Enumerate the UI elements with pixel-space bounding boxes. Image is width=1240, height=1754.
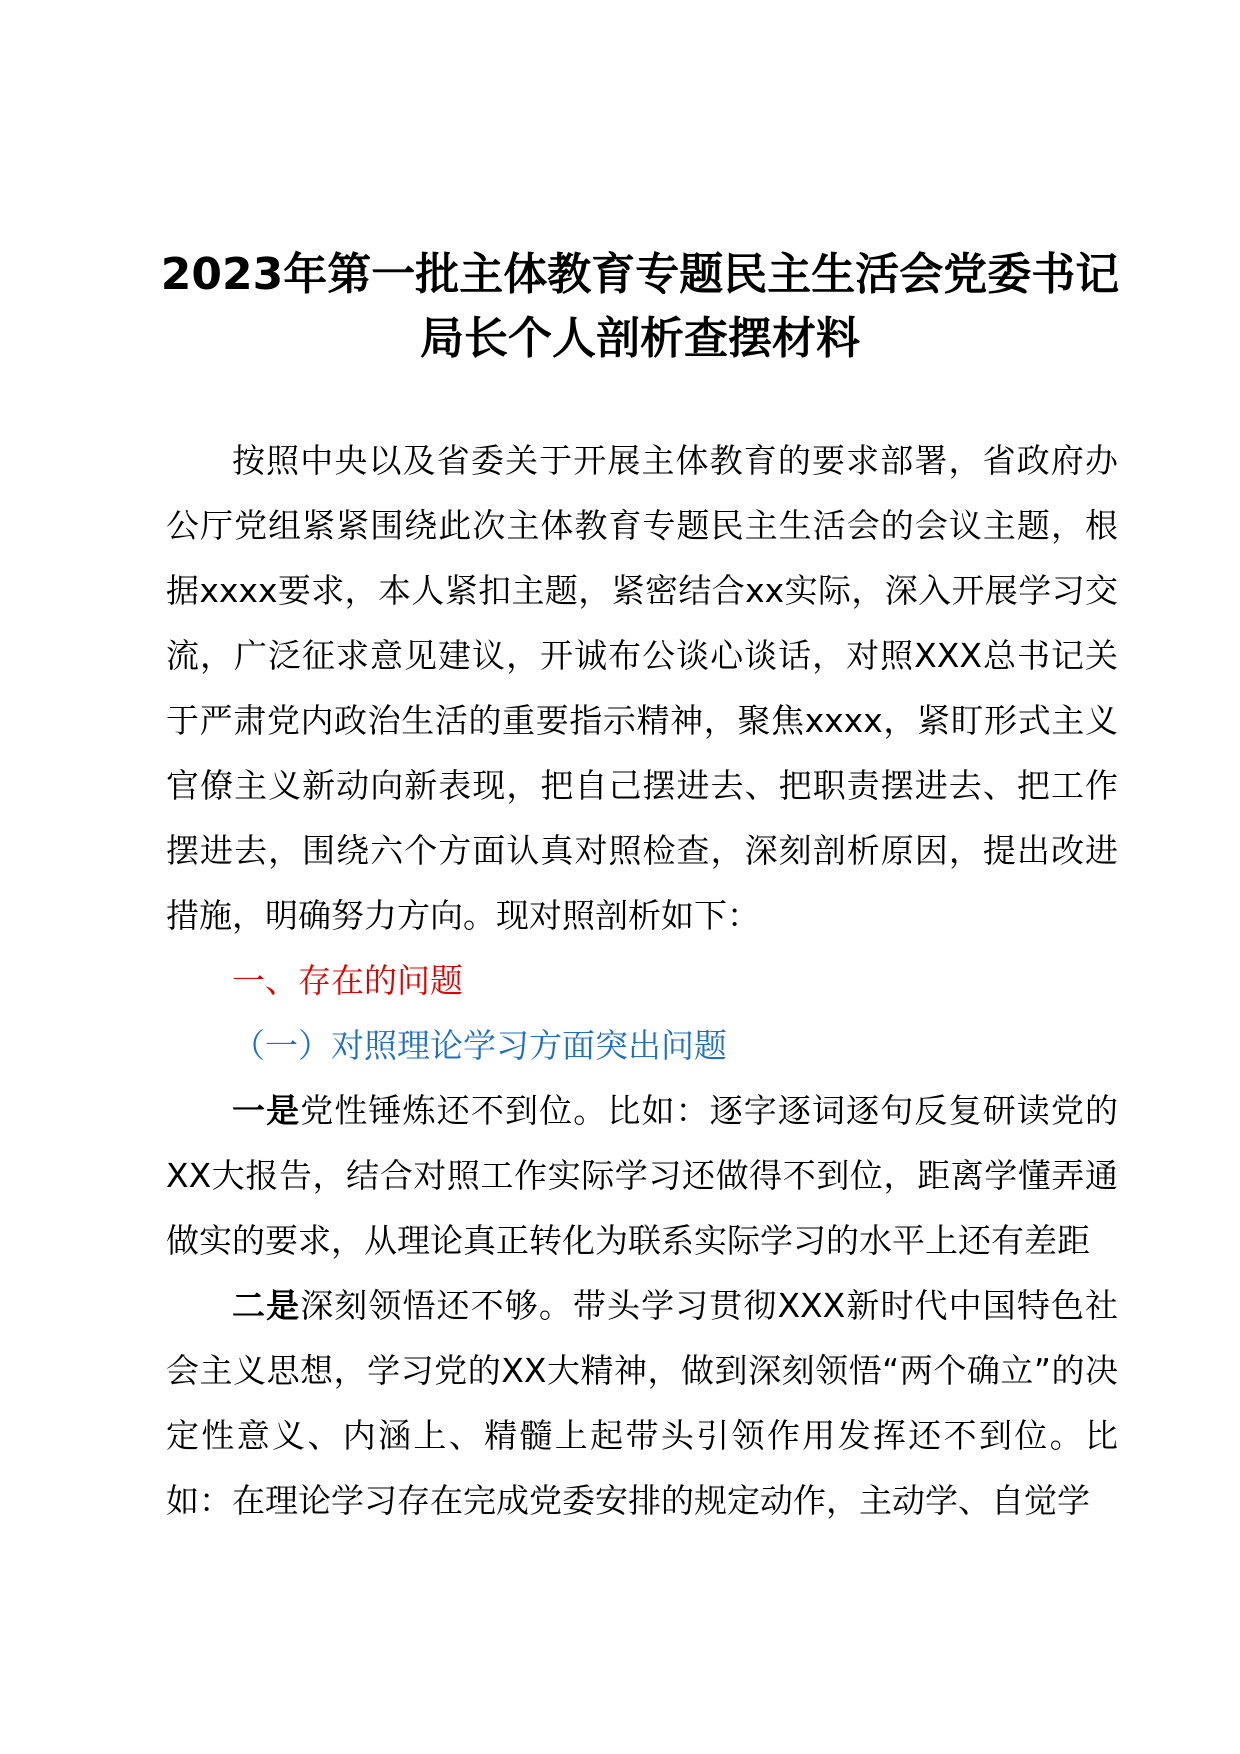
point-2-lead: 二是 xyxy=(232,1286,301,1325)
point-2-text: 深刻领悟还不够。带头学习贯彻XXX新时代中国特色社会主义思想，学习党的XX大精神，做到深刻领悟“两个确立”的决定性意义、内涵上、精髓上起带头引领作用发挥还不到位。比如：在理论学习存在完成党委安排的规定动作，主动学、自觉学 xyxy=(166,1286,1118,1520)
subsection-heading: （一）对照理论学习方面突出问题 xyxy=(232,1026,727,1065)
point-1-lead: 一是 xyxy=(232,1091,301,1130)
document-title: 2023年第一批主体教育专题民主生活会党委书记局长个人剖析查摆材料 xyxy=(160,249,1120,364)
point-paragraph-2 xyxy=(166,1273,1118,1533)
section-heading: 一、存在的问题 xyxy=(232,961,463,1000)
point-paragraph-1 xyxy=(166,1078,1118,1273)
document-body xyxy=(166,428,1118,1533)
point-1-text: 党性锤炼还不到位。比如：逐字逐词逐句反复研读党的XX大报告，结合对照工作实际学习还做得不到位，距离学懂弄通做实的要求，从理论真正转化为联系实际学习的水平上还有差距 xyxy=(166,1091,1119,1260)
intro-paragraph: 按照中央以及省委关于开展主体教育的要求部署，省政府办公厅党组紧紧围绕此次主体教育专题民主生活会的会议主题，根据xxxx要求，本人紧扣主题，紧密结合xx实际，深入开展学习交流，广泛征求意见建议，开诚布公谈心谈话，对照XXX总书记关于严肃党内政治生活的重要指示精神，聚焦xxxx，紧盯形式主义官僚主义新动向新表现，把自己摆进去、把职责摆进去、把工作摆进去，围绕六个方面认真对照检查，深刻剖析原因，提出改进措施，明确努力方向。现对照剖析如下： xyxy=(166,441,1118,935)
